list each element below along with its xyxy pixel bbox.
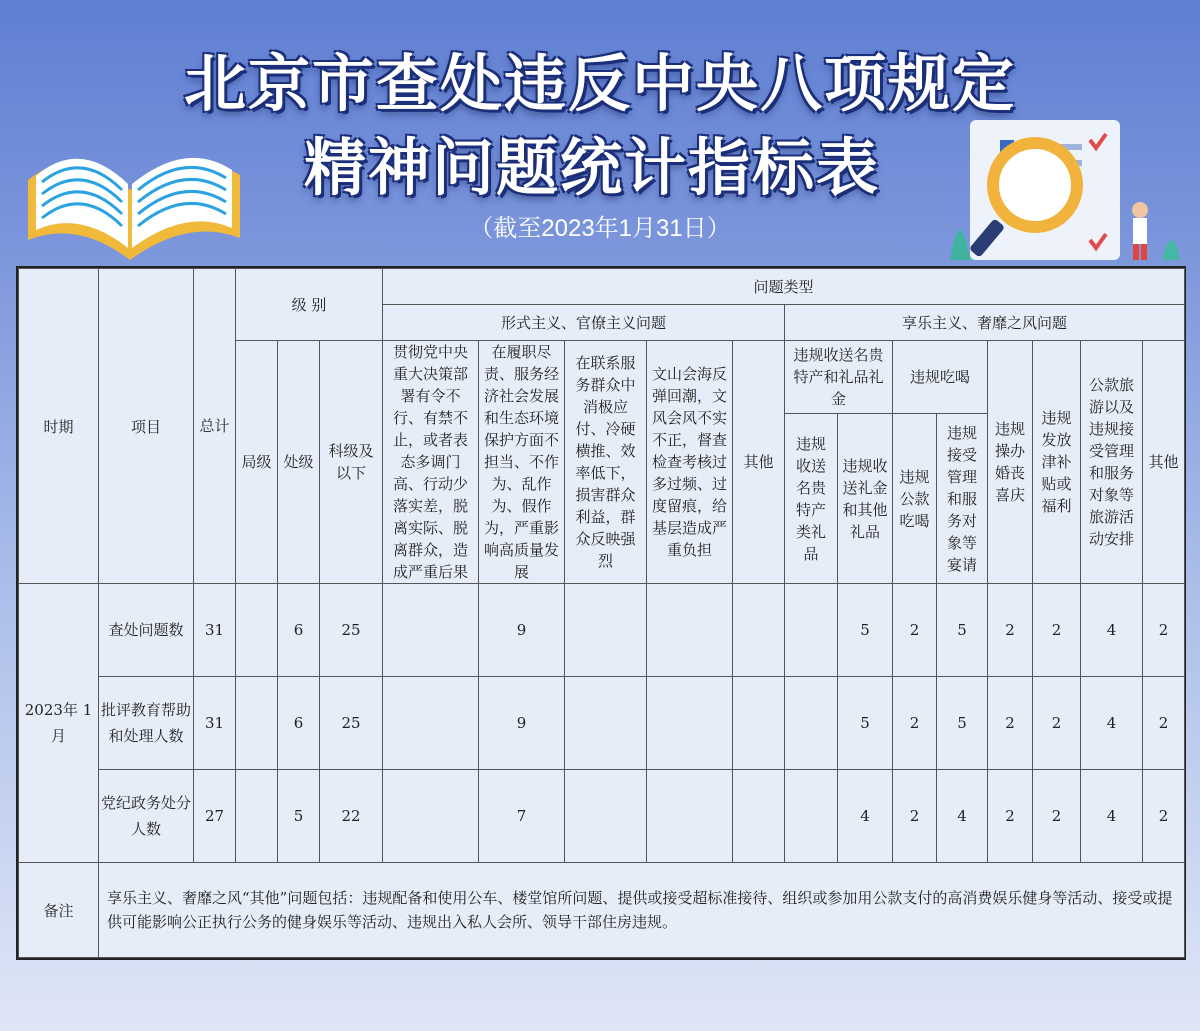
header-level-bureau: 局级 (236, 341, 278, 584)
cell-f4 (647, 677, 733, 770)
note-row (19, 863, 1185, 958)
title-line-2: 精神问题统计指标表 (303, 131, 880, 204)
header-problem-type: 问题类型 (383, 269, 1185, 305)
cell-other: 2 (1143, 770, 1185, 863)
statistics-table-container (16, 266, 1186, 960)
header-allowance: 违规发放津补贴或福利 (1033, 341, 1081, 584)
header-total: 总计 (194, 269, 236, 584)
person-icon (1132, 202, 1148, 260)
cell-f3 (565, 584, 647, 677)
cell-travel: 4 (1081, 677, 1143, 770)
header-formalism-4: 文山会海反弹回潮，文风会风不实不正，督查检查考核过多过频、过度留痕，给基层造成严重负担 (647, 341, 733, 584)
cell-eat-a: 2 (893, 677, 937, 770)
header-hedonism-other: 其他 (1143, 341, 1185, 584)
header-item: 项目 (99, 269, 194, 584)
header-period: 时期 (19, 269, 99, 584)
plant-icon (1162, 240, 1180, 260)
cell-f1 (383, 584, 479, 677)
cell-division: 5 (278, 770, 320, 863)
header-gift-b: 违规收送礼金和其他礼品 (838, 414, 893, 584)
cell-wedding: 2 (988, 770, 1033, 863)
cell-f1 (383, 770, 479, 863)
cell-f2: 7 (479, 770, 565, 863)
cell-gift-a (785, 770, 838, 863)
title-line-1: 北京市查处违反中央八项规定 (183, 47, 1016, 120)
header-formalism-other: 其他 (733, 341, 785, 584)
note-text: 享乐主义、奢靡之风“其他”问题包括：违规配备和使用公车、楼堂馆所问题、提供或接受超标准接待、组织或参加用公款支付的高消费娱乐健身等活动、接受或提供可能影响公正执行公务的健身娱乐等活动、违规出入私人会所、领导干部住房违规。 (99, 863, 1185, 958)
header-level-group: 级 别 (236, 269, 383, 341)
header-travel: 公款旅游以及违规接受管理和服务对象等旅游活动安排 (1081, 341, 1143, 584)
cell-f3 (565, 770, 647, 863)
cell-f4 (647, 584, 733, 677)
table-row (19, 584, 1185, 677)
cell-bureau (236, 584, 278, 677)
cell-travel: 4 (1081, 584, 1143, 677)
cell-wedding: 2 (988, 677, 1033, 770)
cell-total: 27 (194, 770, 236, 863)
cell-section: 25 (320, 677, 383, 770)
cell-f4 (647, 770, 733, 863)
header-formalism-2: 在履职尽责、服务经济社会发展和生态环境保护方面不担当、不作为、乱作为、假作为，严重影响高质量发展 (479, 341, 565, 584)
header-formalism-3: 在联系服务群众中消极应付、冷硬横推、效率低下，损害群众利益，群众反映强烈 (565, 341, 647, 584)
header-gift-group: 违规收送名贵特产和礼品礼金 (785, 341, 893, 414)
cell-f5 (733, 677, 785, 770)
header-hedonism-group: 享乐主义、奢靡之风问题 (785, 305, 1185, 341)
cell-eat-a: 2 (893, 770, 937, 863)
cell-other: 2 (1143, 677, 1185, 770)
subtitle-date: （截至2023年1月31日） (469, 215, 731, 242)
cell-gift-a (785, 584, 838, 677)
header-eat-b: 违规接受管理和服务对象等宴请 (937, 414, 988, 584)
cell-gift-b: 5 (838, 677, 893, 770)
cell-division: 6 (278, 584, 320, 677)
cell-eat-b: 4 (937, 770, 988, 863)
cell-bureau (236, 770, 278, 863)
page-header (0, 0, 1200, 262)
cell-travel: 4 (1081, 770, 1143, 863)
header-gift-a: 违规收送名贵特产类礼品 (785, 414, 838, 584)
cell-allowance: 2 (1033, 584, 1081, 677)
cell-f2: 9 (479, 584, 565, 677)
cell-f1 (383, 677, 479, 770)
header-level-division: 处级 (278, 341, 320, 584)
cell-f5 (733, 770, 785, 863)
cell-f3 (565, 677, 647, 770)
row-item: 党纪政务处分人数 (99, 770, 194, 863)
period-cell: 2023年 1月 (19, 584, 99, 863)
cell-division: 6 (278, 677, 320, 770)
cell-gift-b: 4 (838, 770, 893, 863)
cell-section: 22 (320, 770, 383, 863)
cell-total: 31 (194, 677, 236, 770)
cell-f2: 9 (479, 677, 565, 770)
header-formalism-group: 形式主义、官僚主义问题 (383, 305, 785, 341)
header-level-section: 科级及以下 (320, 341, 383, 584)
statistics-table (18, 268, 1185, 958)
cell-eat-b: 5 (937, 584, 988, 677)
cell-allowance: 2 (1033, 770, 1081, 863)
cell-allowance: 2 (1033, 677, 1081, 770)
cell-gift-a (785, 677, 838, 770)
header-eat-a: 违规公款吃喝 (893, 414, 937, 584)
cell-eat-b: 5 (937, 677, 988, 770)
header-formalism-1: 贯彻党中央重大决策部署有令不行、有禁不止，或者表态多调门高、行动少落实差，脱离实际、脱离群众，造成严重后果 (383, 341, 479, 584)
cell-f5 (733, 584, 785, 677)
cell-total: 31 (194, 584, 236, 677)
table-row (19, 677, 1185, 770)
row-item: 查处问题数 (99, 584, 194, 677)
document-magnifier-icon (940, 110, 1190, 260)
cell-eat-a: 2 (893, 584, 937, 677)
note-label: 备注 (19, 863, 99, 958)
header-eat-group: 违规吃喝 (893, 341, 988, 414)
cell-gift-b: 5 (838, 584, 893, 677)
header-wedding: 违规操办婚丧喜庆 (988, 341, 1033, 584)
row-item: 批评教育帮助和处理人数 (99, 677, 194, 770)
cell-other: 2 (1143, 584, 1185, 677)
table-row (19, 770, 1185, 863)
cell-wedding: 2 (988, 584, 1033, 677)
cell-section: 25 (320, 584, 383, 677)
cell-bureau (236, 677, 278, 770)
